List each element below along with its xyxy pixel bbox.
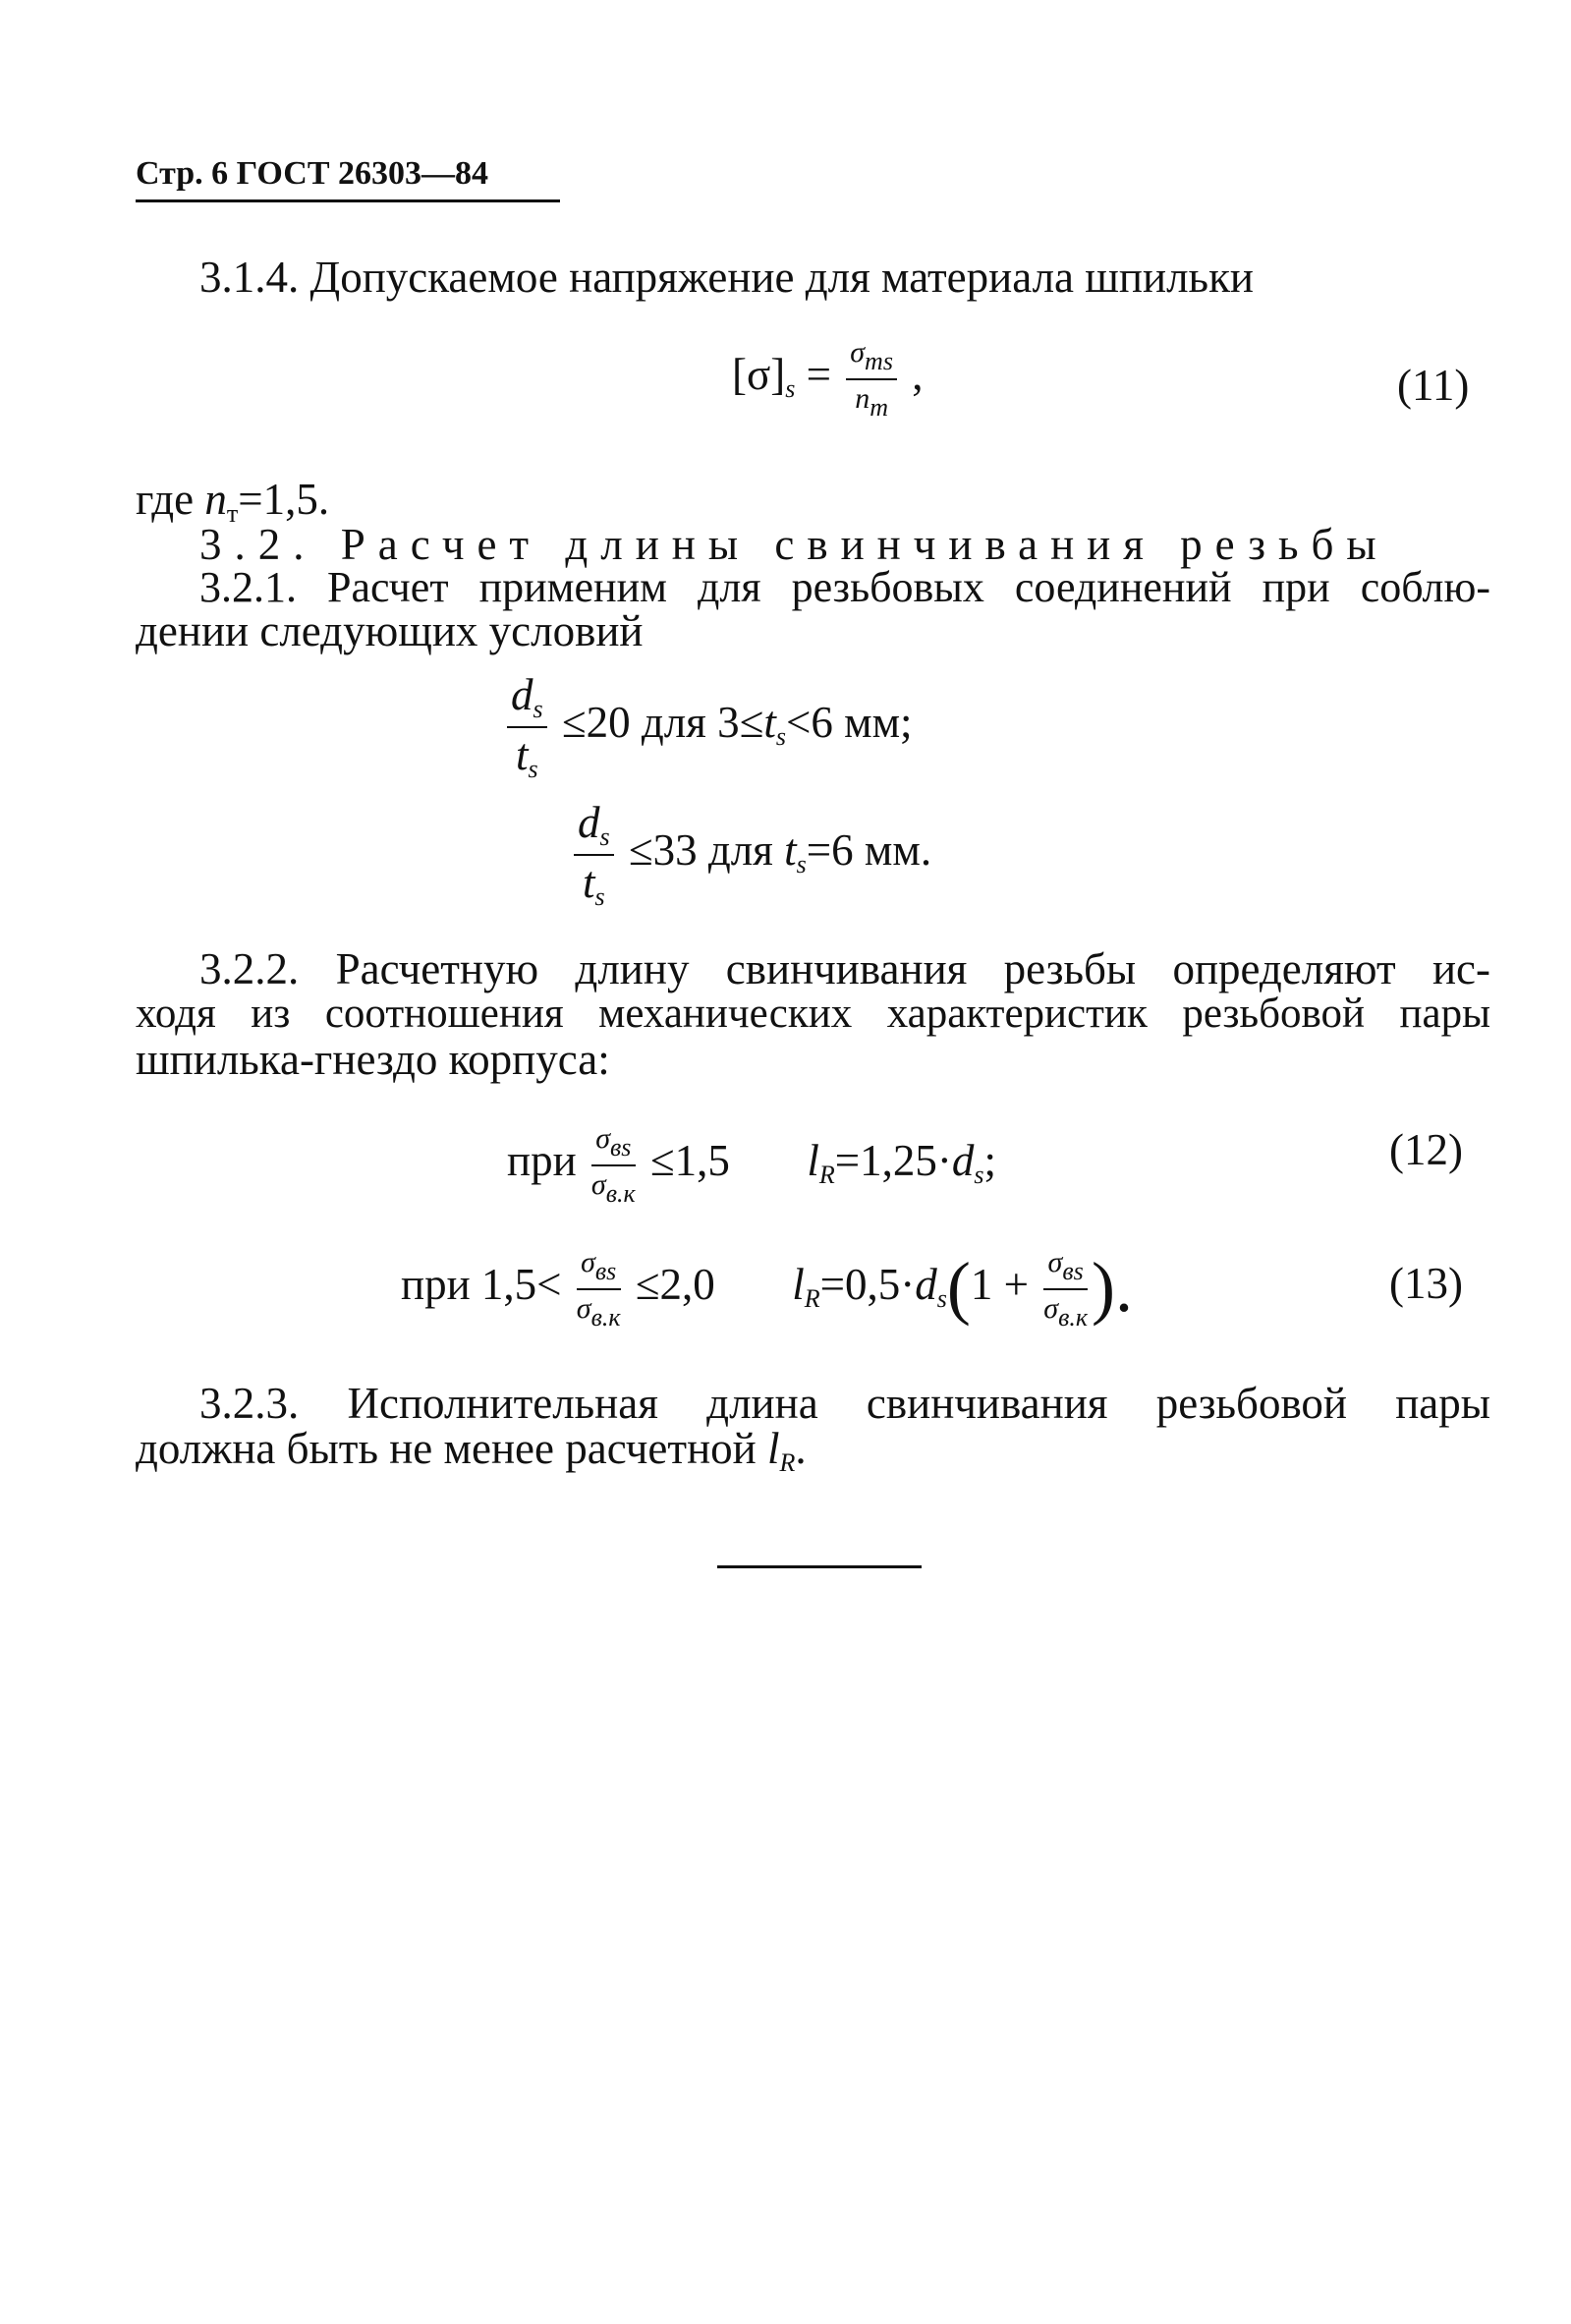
equation-11-number: (11) (1397, 361, 1470, 410)
header-rule (136, 199, 560, 202)
section-3-2-heading: 3.2. Расчет длины свинчивания резьбы (199, 520, 1389, 569)
paragraph-3-2-3-line1: 3.2.3. Исполнительная длина свинчивания резьбовой пары (199, 1379, 1490, 1428)
eq11-equals: = (806, 350, 831, 400)
paragraph-3-2-1-line2: дении следующих условий (136, 606, 644, 655)
equation-13-number: (13) (1389, 1259, 1463, 1308)
eq11-comma: , (912, 350, 924, 400)
eq12-fraction: $\frac{\text{σвs}}{\sigma в.к}$ (590, 1122, 636, 1208)
paragraph-3-2-2-line2: ходя из соотношения механических характеристик резьбовой пары (136, 991, 1490, 1037)
equation-13: при 1,5< $\frac{\text{σвs}}{\sigma в.к}$ ≤2,0 $l_R=0,5\cdot d_s(1$ + $\frac{\text{σвs}}{\sigma в.к}$ ). (401, 1246, 1134, 1332)
equation-12-number: (12) (1389, 1125, 1463, 1174)
header-text: Стр. 6 ГОСТ 26303—84 (136, 155, 489, 192)
equation-12: при $\frac{\text{σвs}}{\sigma в.к}$ ≤1,5 $l_R=1,25\cdot d_s$; (507, 1122, 997, 1208)
cond1-fraction: $\frac{d_s}{t_s}$ (507, 670, 547, 784)
paragraph-3-2-2-line1: 3.2.2. Расчетную длину свинчивания резьбы определяют ис- (199, 944, 1490, 993)
eq11-fraction (846, 336, 897, 423)
cond2-fraction: $\frac{d_s}{t_s}$ (574, 798, 614, 912)
eq13-fraction-2: $\frac{\text{σвs}}{\sigma в.к}$ (1043, 1246, 1089, 1332)
eq11-lhs: $[\sigma]_s$ (732, 350, 796, 404)
paragraph-3-1-4 (199, 254, 1418, 303)
where-clause: где $n_т=1,5$. (136, 475, 330, 528)
paragraph-3-1-4-text: 3.1.4. Допускаемое напряжение для материала шпильки (199, 253, 1255, 302)
paragraph-3-2-3-line2: должна быть не менее расчетной $l_R$. (136, 1424, 807, 1477)
eq13-fraction-1: $\frac{\text{σвs}}{\sigma в.к}$ (576, 1246, 621, 1332)
eq11-numerator: σтs (846, 336, 897, 380)
page-header (136, 155, 488, 193)
paragraph-3-2-2-line3: шпилька-гнездо корпуса: (136, 1035, 610, 1084)
condition-1: $\frac{d_s}{t_s}$ ≤20 для $3\le t_s<6$ мм; (503, 670, 913, 784)
condition-2: $\frac{d_s}{t_s}$ ≤33 для $t_s=6$ мм. (570, 798, 931, 912)
end-rule (717, 1565, 922, 1568)
paragraph-3-2-1-line1: 3.2.1. Расчет применим для резьбовых соединений при соблю- (199, 563, 1490, 611)
equation-11 (732, 336, 923, 423)
eq11-denominator: nт (855, 381, 888, 422)
